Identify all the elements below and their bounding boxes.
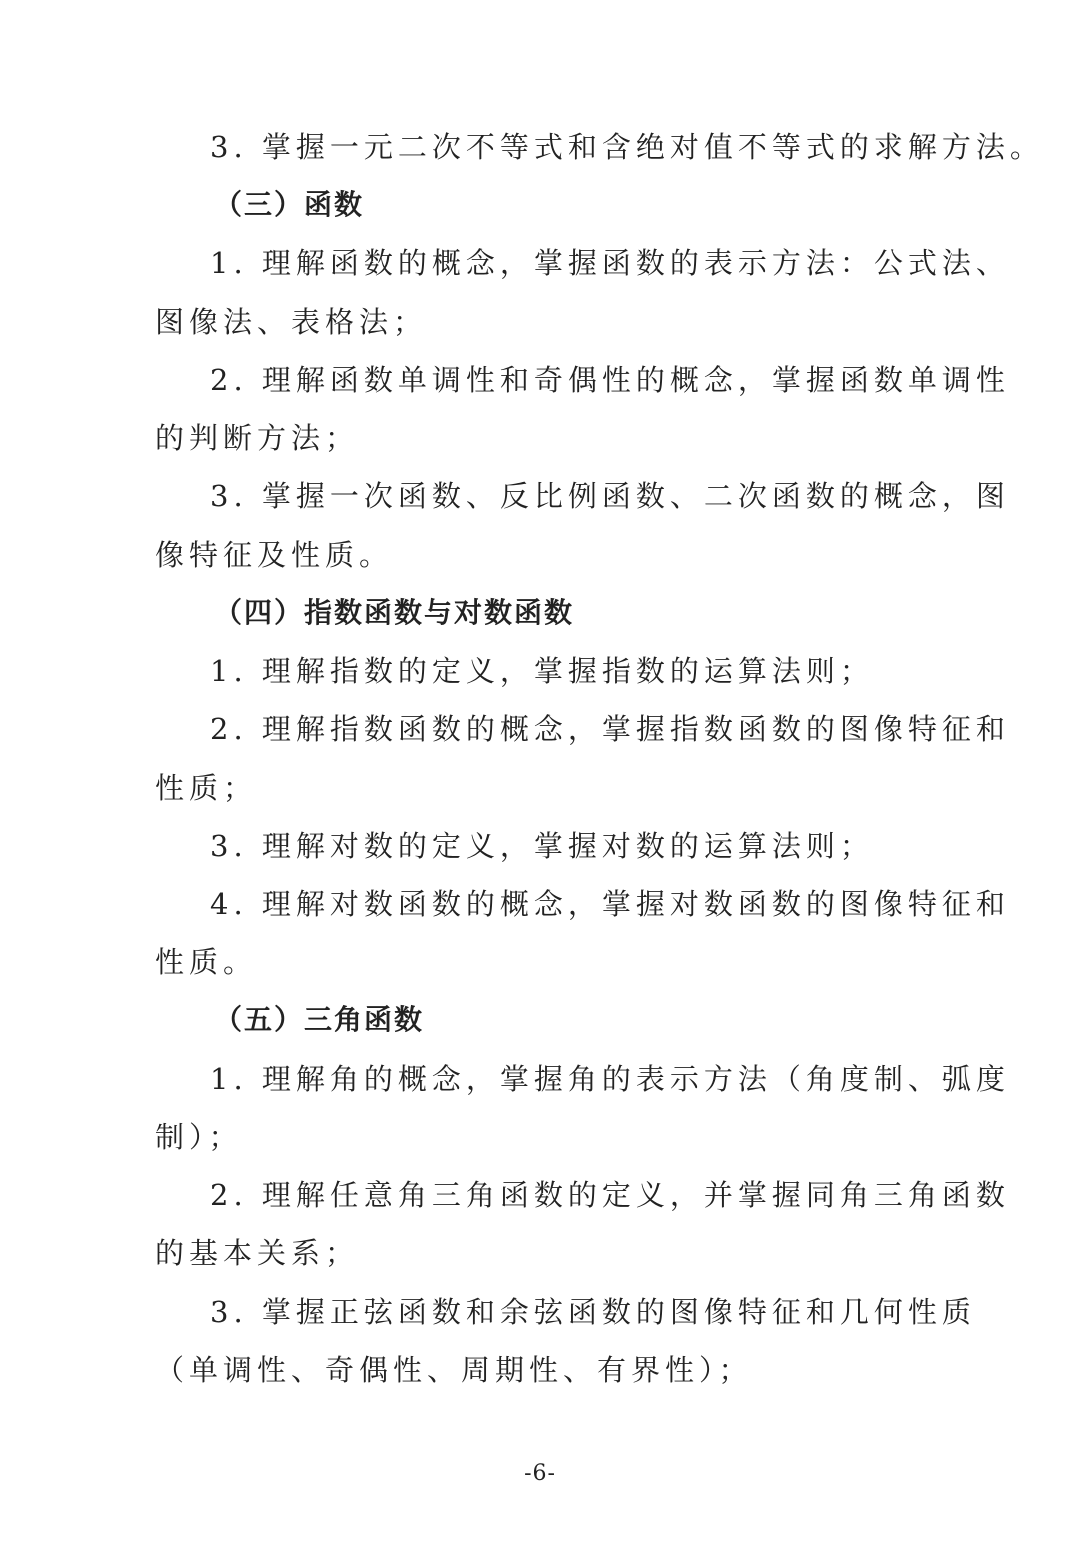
item-logarithmic-function: 4. 理解对数函数的概念，掌握对数函数的图像特征和 [210,887,1010,921]
item-exponent-definition: 1. 理解指数的定义，掌握指数的运算法则； [210,654,874,688]
item-exponential-function: 2. 理解指数函数的概念，掌握指数函数的图像特征和 [210,712,1010,746]
section-heading-trig: （五）三角函数 [214,1003,425,1036]
item-logarithmic-function-cont: 性质。 [155,945,258,979]
item-angle-concept-cont: 制）； [155,1120,243,1154]
item-inequality-methods: 3. 掌握一元二次不等式和含绝对值不等式的求解方法。 [210,130,1044,164]
item-exponential-function-cont: 性质； [155,771,258,805]
section-heading-functions: （三）函数 [214,188,365,221]
item-linear-inverse-quadratic: 3. 掌握一次函数、反比例函数、二次函数的概念，图 [210,479,1010,513]
item-linear-inverse-quadratic-cont: 像特征及性质。 [155,538,394,572]
page-number: -6- [524,1461,556,1486]
item-monotonicity-parity: 2. 理解函数单调性和奇偶性的概念，掌握函数单调性 [210,363,1010,397]
item-angle-concept: 1. 理解角的概念，掌握角的表示方法（角度制、弧度 [210,1062,1010,1096]
item-sine-cosine: 3. 掌握正弦函数和余弦函数的图像特征和几何性质 [210,1295,976,1329]
item-function-concept: 1. 理解函数的概念，掌握函数的表示方法：公式法、 [210,246,1010,280]
item-trig-definition: 2. 理解任意角三角函数的定义，并掌握同角三角函数 [210,1178,1010,1212]
section-heading-exp-log: （四）指数函数与对数函数 [214,596,575,629]
item-function-concept-cont: 图像法、表格法； [155,305,428,339]
item-trig-definition-cont: 的基本关系； [155,1236,360,1270]
item-monotonicity-parity-cont: 的判断方法； [155,421,360,455]
item-logarithm-definition: 3. 理解对数的定义，掌握对数的运算法则； [210,829,874,863]
item-sine-cosine-cont: （单调性、奇偶性、周期性、有界性）； [155,1353,753,1387]
